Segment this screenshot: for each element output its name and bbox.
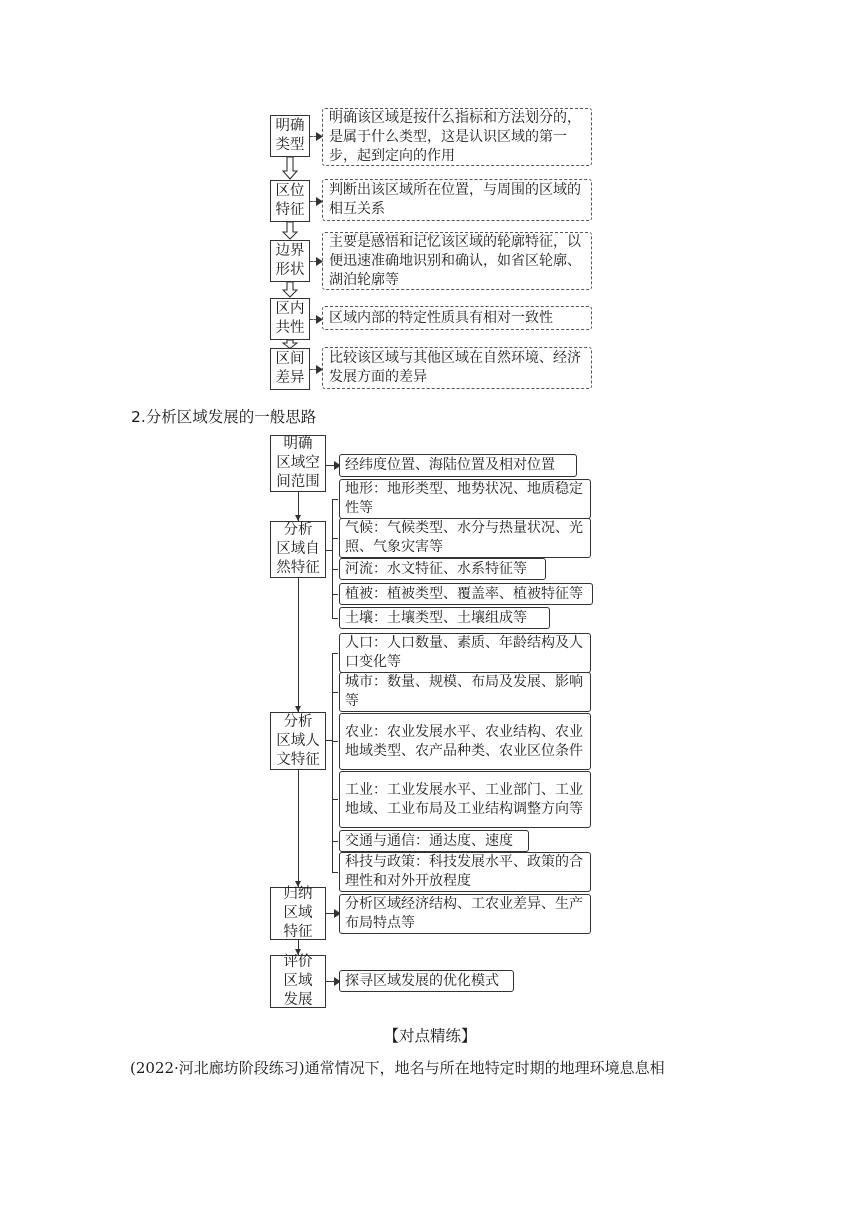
flow1-step-box: 区间 差异 — [270, 348, 310, 390]
flow2-item — [339, 970, 514, 992]
flow2-node-box: 分析 区域自 然特征 — [270, 521, 326, 578]
flow2-item — [339, 558, 546, 580]
flow2-item-text: 科技与政策：科技发展水平、政策的合理性和对外开放程度 — [345, 854, 583, 889]
flow1-step-box: 区位 特征 — [270, 180, 310, 222]
flow2-node-box: 明确 区域空 间范围 — [270, 435, 326, 492]
flow2-item-text: 工业：工业发展水平、工业部门、工业地域、工业布局及工业结构调整方向等 — [345, 781, 583, 817]
flow1-step-box: 区内 共性 — [270, 298, 310, 340]
flow2-item-text: 探寻区域发展的优化模式 — [345, 972, 499, 989]
flow1-description — [322, 108, 592, 166]
flow1-description — [322, 179, 592, 221]
flow2-item-text: 人口：人口数量、素质、年龄结构及人口变化等 — [345, 635, 583, 670]
down-arrow-icon — [282, 222, 298, 240]
flow1-description — [322, 306, 592, 330]
flow1-step-box: 明确 类型 — [270, 115, 310, 157]
flow1-description-text: 明确该区域是按什么指标和方法划分的，是属于什么类型，这是认识区域的第一步，起到定向的作用 — [329, 109, 581, 164]
flow2-item-text: 经纬度位置、海陆位置及相对位置 — [345, 457, 555, 473]
flow2-item — [339, 830, 529, 852]
flow2-node-box: 归纳 区域 特征 — [270, 887, 326, 940]
flow2-item — [339, 633, 591, 673]
down-arrow-icon — [282, 340, 298, 349]
flow2-item — [339, 479, 591, 519]
flow2-item — [339, 894, 591, 934]
flow2-item — [339, 672, 591, 712]
flow2-item — [339, 771, 591, 828]
flow2-item — [339, 583, 593, 605]
flow1-step-box: 边界 形状 — [270, 240, 310, 282]
flow2-item — [339, 518, 591, 558]
flow2-item — [339, 713, 591, 770]
flow1-description-text: 比较该区域与其他区域在自然环境、经济发展方面的差异 — [329, 350, 581, 385]
down-arrow-icon — [282, 282, 298, 298]
section-heading: 2.分析区域发展的一般思路 — [131, 408, 317, 426]
flow2-item-text: 气候：气候类型、水分与热量状况、光照、气象灾害等 — [345, 520, 583, 555]
flow2-item-text: 地形：地形类型、地势状况、地质稳定性等 — [345, 481, 583, 516]
flow2-item — [339, 852, 591, 892]
flow2-item-text: 植被：植被类型、覆盖率、植被特征等 — [345, 585, 583, 602]
flow2-node-box: 评价 区域 发展 — [270, 955, 326, 1008]
practice-title: 【对点精练】 — [383, 1027, 477, 1045]
flow2-item-text: 分析区域经济结构、工农业差异、生产布局特点等 — [345, 896, 583, 931]
down-arrow-icon — [282, 157, 298, 180]
practice-text: (2022·河北廊坊阶段练习)通常情况下，地名与所在地特定时期的地理环境息息相 — [130, 1059, 665, 1077]
flow2-item — [339, 607, 550, 629]
flow2-item-text: 城市：数量、规模、布局及发展、影响等 — [345, 674, 583, 709]
flow2-node-box: 分析 区域人 文特征 — [270, 712, 326, 770]
flow2-item — [339, 454, 577, 477]
flow1-description — [322, 232, 592, 290]
flow1-description-text: 主要是感悟和记忆该区域的轮廓特征，以便迅速准确地识别和确认，如省区轮廓、湖泊轮廓等 — [329, 233, 581, 288]
flow1-description-text: 区域内部的特定性质具有相对一致性 — [329, 309, 553, 326]
flow1-description-text: 判断出该区域所在位置，与周围的区域的相互关系 — [329, 182, 581, 217]
flow2-item-text: 交通与通信：通达度、速度 — [345, 832, 513, 849]
flow2-item-text: 土壤：土壤类型、土壤组成等 — [345, 609, 527, 626]
flow2-item-text: 农业：农业发展水平、农业结构、农业地域类型、农产品种类、农业区位条件 — [345, 723, 583, 759]
flow2-item-text: 河流：水文特征、水系特征等 — [345, 560, 527, 577]
flow1-description — [322, 347, 592, 389]
